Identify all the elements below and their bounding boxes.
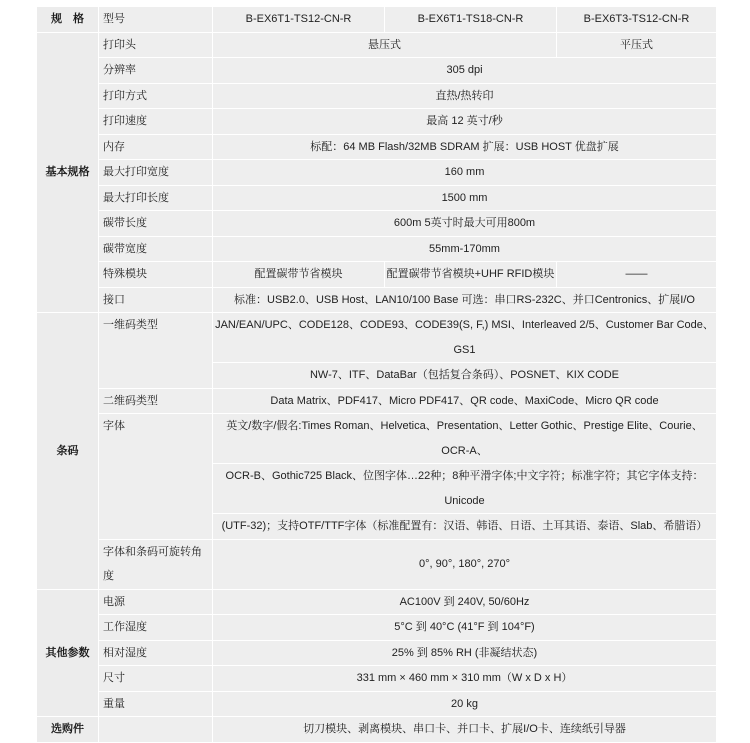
row-label: 重量 — [99, 691, 213, 717]
row-label: 最大打印长度 — [99, 185, 213, 211]
row-label: 电源 — [99, 589, 213, 615]
row-print-method — [37, 83, 717, 109]
row-label: 字体 — [99, 414, 213, 540]
row-special-module — [37, 262, 717, 288]
category-other: 其他参数 — [37, 589, 99, 717]
row-memory — [37, 134, 717, 160]
row-value-line: JAN/EAN/UPC、CODE128、CODE93、CODE39(S, F,) MSI、Interleaved 2/5、Customer Bar Code、GS1 — [213, 313, 717, 363]
row-label: 尺寸 — [99, 666, 213, 692]
category-spec: 规 格 — [37, 7, 99, 33]
row-max-width — [37, 160, 717, 186]
row-value: 悬压式 — [213, 32, 557, 58]
row-label-model: 型号 — [99, 7, 213, 33]
row-value: 160 mm — [213, 160, 717, 186]
row-label: 打印头 — [99, 32, 213, 58]
row-1d-barcode — [37, 313, 717, 363]
model-2: B-EX6T1-TS18-CN-R — [385, 7, 557, 33]
row-value: 20 kg — [213, 691, 717, 717]
row-value: 1500 mm — [213, 185, 717, 211]
row-font — [37, 414, 717, 464]
row-value: 平压式 — [557, 32, 717, 58]
row-humidity — [37, 640, 717, 666]
row-value: 55mm-170mm — [213, 236, 717, 262]
row-print-head — [37, 32, 717, 58]
row-value: 切刀模块、剥离模块、串口卡、并口卡、扩展I/O卡、连续纸引导器 — [213, 717, 717, 743]
row-value: —— — [557, 262, 717, 288]
row-label: 内存 — [99, 134, 213, 160]
row-label: 分辨率 — [99, 58, 213, 84]
row-value: 331 mm × 460 mm × 310 mm（W x D x H） — [213, 666, 717, 692]
row-label-empty — [99, 717, 213, 743]
row-value: 标配：64 MB Flash/32MB SDRAM 扩展：USB HOST 优盘扩展 — [213, 134, 717, 160]
row-label: 打印方式 — [99, 83, 213, 109]
row-ribbon-width — [37, 236, 717, 262]
row-power — [37, 589, 717, 615]
row-rotation — [37, 539, 717, 589]
row-label: 碳带宽度 — [99, 236, 213, 262]
row-label: 二维码类型 — [99, 388, 213, 414]
row-label: 工作湿度 — [99, 615, 213, 641]
category-options: 选购件 — [37, 717, 99, 743]
row-label: 一维码类型 — [99, 313, 213, 389]
row-label: 最大打印宽度 — [99, 160, 213, 186]
category-basic: 基本规格 — [37, 32, 99, 313]
model-1: B-EX6T1-TS12-CN-R — [213, 7, 385, 33]
row-value-line: NW-7、ITF、DataBar（包括复合条码）、POSNET、KIX CODE — [213, 363, 717, 389]
row-interface — [37, 287, 717, 313]
row-options — [37, 717, 717, 743]
row-resolution — [37, 58, 717, 84]
row-max-length — [37, 185, 717, 211]
row-value: 25% 到 85% RH (非凝结状态) — [213, 640, 717, 666]
row-value: AC100V 到 240V, 50/60Hz — [213, 589, 717, 615]
row-print-speed — [37, 109, 717, 135]
row-value: Data Matrix、PDF417、Micro PDF417、QR code、MaxiCode、Micro QR code — [213, 388, 717, 414]
header-row — [37, 7, 717, 33]
model-3: B-EX6T3-TS12-CN-R — [557, 7, 717, 33]
row-value: 配置碳带节省模块 — [213, 262, 385, 288]
category-barcode: 条码 — [37, 313, 99, 590]
row-label: 相对湿度 — [99, 640, 213, 666]
row-value: 5°C 到 40°C (41°F 到 104°F) — [213, 615, 717, 641]
row-value: 直热/热转印 — [213, 83, 717, 109]
row-value: 标准：USB2.0、USB Host、LAN10/100 Base 可选：串口RS-232C、并口Centronics、扩展I/O — [213, 287, 717, 313]
row-value: 最高 12 英寸/秒 — [213, 109, 717, 135]
row-value: 305 dpi — [213, 58, 717, 84]
row-value: 600m 5英寸时最大可用800m — [213, 211, 717, 237]
row-ribbon-length — [37, 211, 717, 237]
row-value: 配置碳带节省模块+UHF RFID模块 — [385, 262, 557, 288]
row-temperature — [37, 615, 717, 641]
row-value-line: (UTF-32)；支持OTF/TTF字体（标准配置有：汉语、韩语、日语、土耳其语、泰语、Slab、希腊语） — [213, 514, 717, 540]
row-value-line: OCR-B、Gothic725 Black、位图字体…22种；8种平滑字体;中文字符；标准字符；其它字体支持：Unicode — [213, 464, 717, 514]
row-weight — [37, 691, 717, 717]
row-label: 打印速度 — [99, 109, 213, 135]
row-dimensions — [37, 666, 717, 692]
row-label: 接口 — [99, 287, 213, 313]
spec-table — [36, 6, 717, 743]
row-label: 字体和条码可旋转角度 — [99, 539, 213, 589]
row-value-line: 英文/数字/假名:Times Roman、Helvetica、Presentation、Letter Gothic、Prestige Elite、Courie、OCR-A、 — [213, 414, 717, 464]
row-label: 碳带长度 — [99, 211, 213, 237]
row-label: 特殊模块 — [99, 262, 213, 288]
row-2d-barcode — [37, 388, 717, 414]
row-value: 0°, 90°, 180°, 270° — [213, 539, 717, 589]
